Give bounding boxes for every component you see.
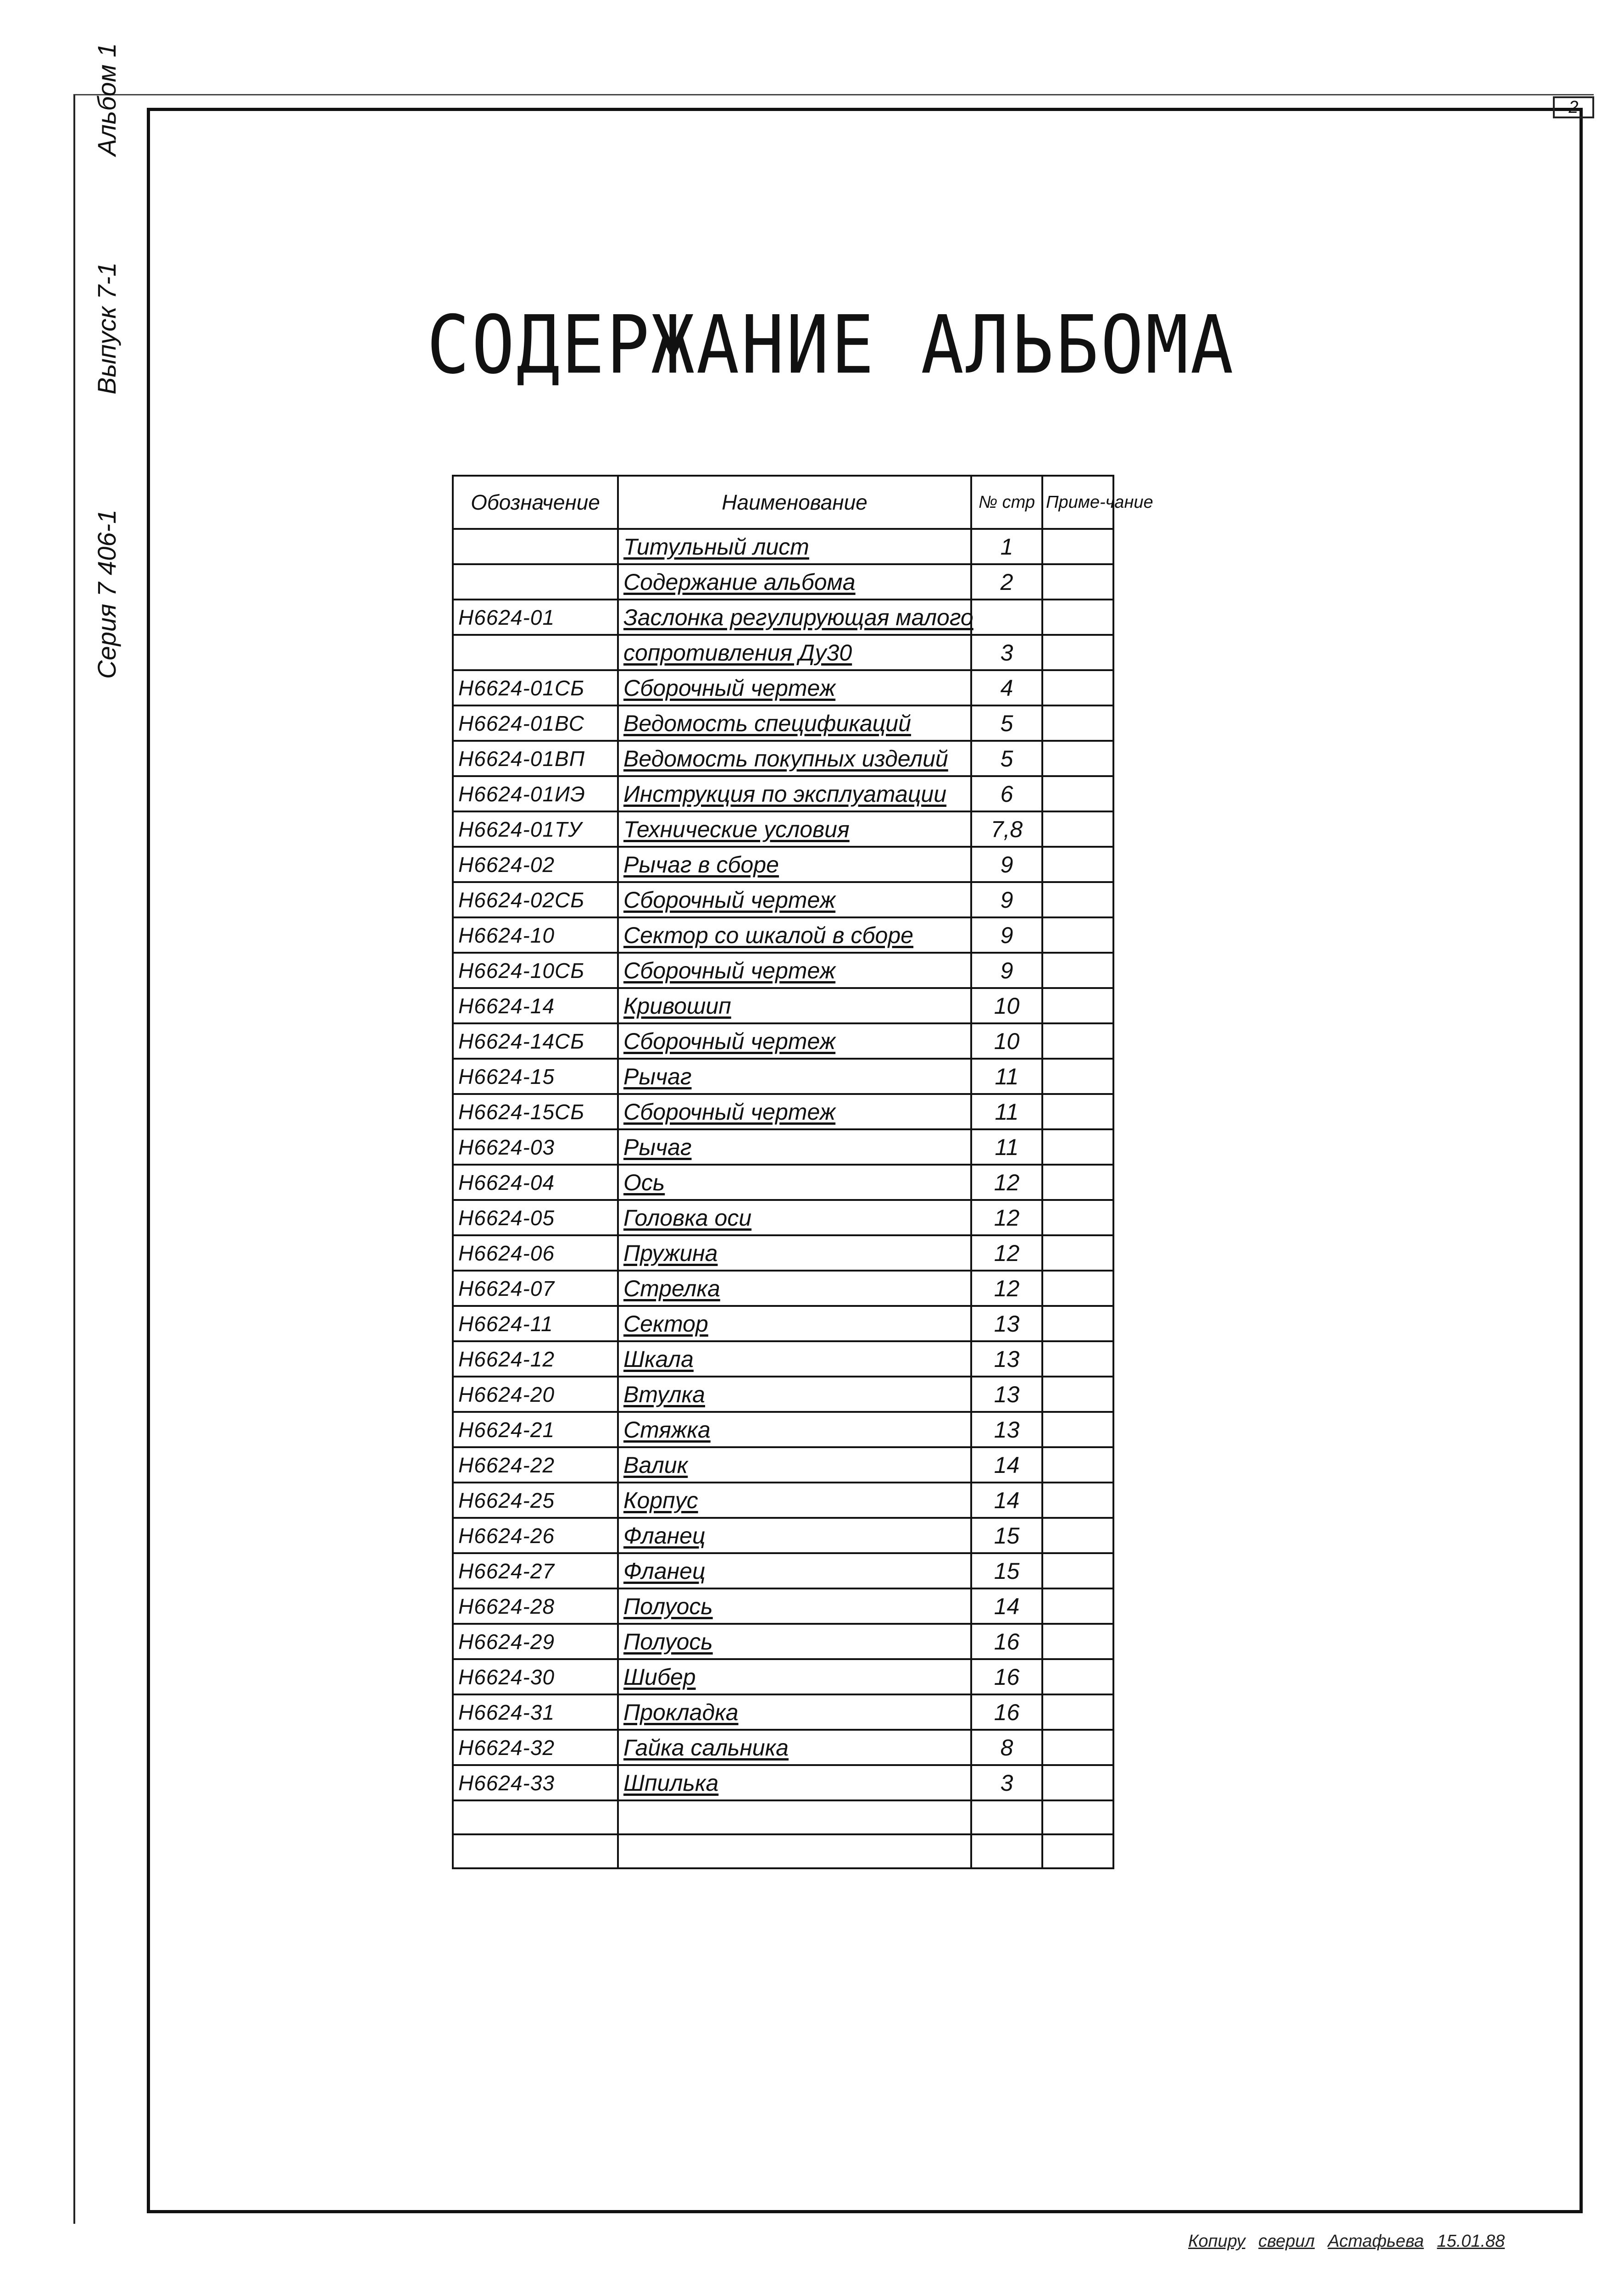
cell-note [1042, 635, 1113, 670]
cell-note [1042, 1165, 1113, 1200]
cell-designation: Н6624-28 [453, 1588, 618, 1624]
cell-page: 2 [971, 564, 1042, 600]
cell-name: Сборочный чертеж [618, 1094, 971, 1129]
cell-name: Заслонка регулирующая малого [618, 600, 971, 635]
empty-cell [618, 1834, 971, 1868]
series-label: Серия 7 406-1 [92, 509, 121, 679]
cell-designation: Н6624-02 [453, 847, 618, 882]
cell-designation: Н6624-01ТУ [453, 811, 618, 847]
table-row [453, 635, 1113, 670]
cell-note [1042, 1235, 1113, 1271]
cell-note [1042, 1765, 1113, 1800]
cell-name: Гайка сальника [618, 1730, 971, 1765]
cell-name: Полуось [618, 1624, 971, 1659]
cell-page: 12 [971, 1200, 1042, 1235]
table-row [453, 1588, 1113, 1624]
table-header [453, 476, 1113, 529]
cell-note [1042, 1377, 1113, 1412]
empty-cell [453, 1800, 618, 1834]
cell-designation: Н6624-14СБ [453, 1023, 618, 1059]
cell-page: 8 [971, 1730, 1042, 1765]
table-row [453, 1553, 1113, 1588]
table-row [453, 1694, 1113, 1730]
cell-name: Рычаг [618, 1129, 971, 1165]
cell-page: 9 [971, 953, 1042, 988]
table-row [453, 1483, 1113, 1518]
cell-note [1042, 1200, 1113, 1235]
cell-name: Сборочный чертеж [618, 882, 971, 917]
cell-name: Шибер [618, 1659, 971, 1694]
table-row [453, 1624, 1113, 1659]
header-designation: Обозначение [453, 476, 618, 529]
table-row [453, 1235, 1113, 1271]
cell-page: 7,8 [971, 811, 1042, 847]
cell-designation: Н6624-21 [453, 1412, 618, 1447]
cell-note [1042, 600, 1113, 635]
cell-note [1042, 1483, 1113, 1518]
cell-name: Головка оси [618, 1200, 971, 1235]
cell-page: 14 [971, 1483, 1042, 1518]
cell-name: Втулка [618, 1377, 971, 1412]
cell-name: Валик [618, 1447, 971, 1483]
cell-note [1042, 1588, 1113, 1624]
issue-label: Выпуск 7-1 [92, 262, 121, 394]
cell-name: Ведомость покупных изделий [618, 741, 971, 776]
cell-page: 11 [971, 1059, 1042, 1094]
cell-name: Сборочный чертеж [618, 953, 971, 988]
cell-note [1042, 1518, 1113, 1553]
table-row [453, 1341, 1113, 1377]
empty-cell [1042, 1800, 1113, 1834]
cell-name: Шкала [618, 1341, 971, 1377]
empty-cell [618, 1800, 971, 1834]
side-label [92, 43, 122, 679]
table-row [453, 529, 1113, 564]
cell-designation: Н6624-12 [453, 1341, 618, 1377]
table-row [453, 1271, 1113, 1306]
table-row [453, 1094, 1113, 1129]
table-row-empty [453, 1800, 1113, 1834]
cell-designation: Н6624-15 [453, 1059, 618, 1094]
table-row [453, 847, 1113, 882]
cell-designation: Н6624-22 [453, 1447, 618, 1483]
cell-page: 13 [971, 1341, 1042, 1377]
cell-note [1042, 776, 1113, 811]
cell-page: 9 [971, 917, 1042, 953]
cell-note [1042, 988, 1113, 1023]
table-row [453, 1730, 1113, 1765]
copy-stamp [1188, 2232, 1513, 2251]
cell-note [1042, 1412, 1113, 1447]
cell-note [1042, 1694, 1113, 1730]
page-title: СОДЕРЖАНИЕ АЛЬБОМА [427, 298, 1235, 392]
stamp-checked: сверил [1258, 2232, 1315, 2251]
cell-note [1042, 1447, 1113, 1483]
cell-designation: Н6624-29 [453, 1624, 618, 1659]
contents-table [452, 475, 1153, 1869]
cell-page: 9 [971, 847, 1042, 882]
cell-note [1042, 741, 1113, 776]
cell-page: 4 [971, 670, 1042, 705]
cell-name: Сектор [618, 1306, 971, 1341]
cell-page: 15 [971, 1553, 1042, 1588]
cell-note [1042, 811, 1113, 847]
cell-designation: Н6624-02СБ [453, 882, 618, 917]
cell-page: 16 [971, 1694, 1042, 1730]
cell-designation: Н6624-33 [453, 1765, 618, 1800]
table-row [453, 705, 1113, 741]
cell-note [1042, 1553, 1113, 1588]
cell-page: 6 [971, 776, 1042, 811]
cell-note [1042, 1306, 1113, 1341]
table-row [453, 1023, 1113, 1059]
cell-page [971, 600, 1042, 635]
cell-page: 12 [971, 1235, 1042, 1271]
cell-name: Сектор со шкалой в сборе [618, 917, 971, 953]
cell-page: 13 [971, 1306, 1042, 1341]
cell-name: Сборочный чертеж [618, 1023, 971, 1059]
header-page: № стр [971, 476, 1042, 529]
header-note: Приме-чание [1042, 476, 1113, 529]
cell-note [1042, 705, 1113, 741]
cell-designation: Н6624-27 [453, 1553, 618, 1588]
stamp-date: 15.01.88 [1437, 2232, 1505, 2251]
cell-page: 5 [971, 705, 1042, 741]
cell-designation: Н6624-04 [453, 1165, 618, 1200]
cell-name: Технические условия [618, 811, 971, 847]
cell-name: Корпус [618, 1483, 971, 1518]
cell-note [1042, 1129, 1113, 1165]
table-row [453, 988, 1113, 1023]
cell-designation [453, 564, 618, 600]
cell-designation: Н6624-11 [453, 1306, 618, 1341]
cell-designation: Н6624-01СБ [453, 670, 618, 705]
cell-page: 1 [971, 529, 1042, 564]
cell-page: 16 [971, 1659, 1042, 1694]
stamp-person: Астафьева [1328, 2232, 1424, 2251]
cell-note [1042, 1094, 1113, 1129]
table-row-empty [453, 1834, 1113, 1868]
cell-name: Стрелка [618, 1271, 971, 1306]
cell-name: Ведомость спецификаций [618, 705, 971, 741]
cell-name: Рычаг в сборе [618, 847, 971, 882]
table-row [453, 741, 1113, 776]
cell-note [1042, 1059, 1113, 1094]
table-row [453, 776, 1113, 811]
cell-name: Инструкция по эксплуатации [618, 776, 971, 811]
cell-note [1042, 1730, 1113, 1765]
table-row [453, 1447, 1113, 1483]
header-name: Наименование [618, 476, 971, 529]
cell-page: 9 [971, 882, 1042, 917]
table-row [453, 670, 1113, 705]
cell-designation: Н6624-10СБ [453, 953, 618, 988]
cell-page: 12 [971, 1165, 1042, 1200]
cell-designation: Н6624-30 [453, 1659, 618, 1694]
cell-designation: Н6624-15СБ [453, 1094, 618, 1129]
cell-designation: Н6624-01ИЭ [453, 776, 618, 811]
cell-note [1042, 564, 1113, 600]
table-row [453, 600, 1113, 635]
cell-name: Сборочный чертеж [618, 670, 971, 705]
cell-name: Кривошип [618, 988, 971, 1023]
cell-name: Полуось [618, 1588, 971, 1624]
cell-designation: Н6624-01 [453, 600, 618, 635]
cell-page: 10 [971, 1023, 1042, 1059]
table-row [453, 811, 1113, 847]
cell-name: Фланец [618, 1553, 971, 1588]
cell-name: сопротивления Ду30 [618, 635, 971, 670]
table-row [453, 1412, 1113, 1447]
empty-cell [971, 1800, 1042, 1834]
album-label: Альбом 1 [92, 43, 121, 156]
cell-page: 5 [971, 741, 1042, 776]
table-row [453, 953, 1113, 988]
cell-designation: Н6624-32 [453, 1730, 618, 1765]
cell-note [1042, 1624, 1113, 1659]
empty-cell [1042, 1834, 1113, 1868]
cell-name: Содержание альбома [618, 564, 971, 600]
table-row [453, 1518, 1113, 1553]
table-row [453, 1129, 1113, 1165]
cell-designation: Н6624-01ВС [453, 705, 618, 741]
cell-name: Рычаг [618, 1059, 971, 1094]
cell-designation: Н6624-25 [453, 1483, 618, 1518]
cell-note [1042, 953, 1113, 988]
table-row [453, 1765, 1113, 1800]
table-row [453, 917, 1113, 953]
empty-cell [971, 1834, 1042, 1868]
cell-name: Титульный лист [618, 529, 971, 564]
cell-page: 10 [971, 988, 1042, 1023]
cell-note [1042, 882, 1113, 917]
table-row [453, 1059, 1113, 1094]
cell-designation: Н6624-31 [453, 1694, 618, 1730]
cell-note [1042, 670, 1113, 705]
cell-name: Шпилька [618, 1765, 971, 1800]
cell-name: Прокладка [618, 1694, 971, 1730]
cell-designation: Н6624-05 [453, 1200, 618, 1235]
cell-name: Ось [618, 1165, 971, 1200]
table-row [453, 882, 1113, 917]
cell-note [1042, 1023, 1113, 1059]
cell-note [1042, 1659, 1113, 1694]
cell-name: Фланец [618, 1518, 971, 1553]
empty-cell [453, 1834, 618, 1868]
cell-designation: Н6624-10 [453, 917, 618, 953]
cell-page: 11 [971, 1129, 1042, 1165]
cell-page: 3 [971, 1765, 1042, 1800]
cell-designation: Н6624-03 [453, 1129, 618, 1165]
table-row [453, 564, 1113, 600]
cell-page: 16 [971, 1624, 1042, 1659]
sheet-number: 2 [1553, 96, 1594, 118]
table-row [453, 1165, 1113, 1200]
table-row [453, 1377, 1113, 1412]
cell-page: 11 [971, 1094, 1042, 1129]
cell-page: 14 [971, 1588, 1042, 1624]
cell-designation: Н6624-20 [453, 1377, 618, 1412]
cell-designation: Н6624-14 [453, 988, 618, 1023]
cell-note [1042, 847, 1113, 882]
cell-note [1042, 529, 1113, 564]
cell-designation: Н6624-01ВП [453, 741, 618, 776]
cell-page: 3 [971, 635, 1042, 670]
cell-designation: Н6624-26 [453, 1518, 618, 1553]
table-row [453, 1659, 1113, 1694]
stamp-copied: Копиру [1188, 2232, 1246, 2251]
cell-page: 13 [971, 1377, 1042, 1412]
cell-note [1042, 917, 1113, 953]
cell-note [1042, 1341, 1113, 1377]
cell-designation: Н6624-06 [453, 1235, 618, 1271]
table-row [453, 1200, 1113, 1235]
cell-name: Стяжка [618, 1412, 971, 1447]
cell-page: 14 [971, 1447, 1042, 1483]
cell-page: 13 [971, 1412, 1042, 1447]
cell-note [1042, 1271, 1113, 1306]
table-row [453, 1306, 1113, 1341]
cell-designation: Н6624-07 [453, 1271, 618, 1306]
cell-designation [453, 635, 618, 670]
cell-designation [453, 529, 618, 564]
cell-name: Пружина [618, 1235, 971, 1271]
cell-page: 12 [971, 1271, 1042, 1306]
cell-page: 15 [971, 1518, 1042, 1553]
